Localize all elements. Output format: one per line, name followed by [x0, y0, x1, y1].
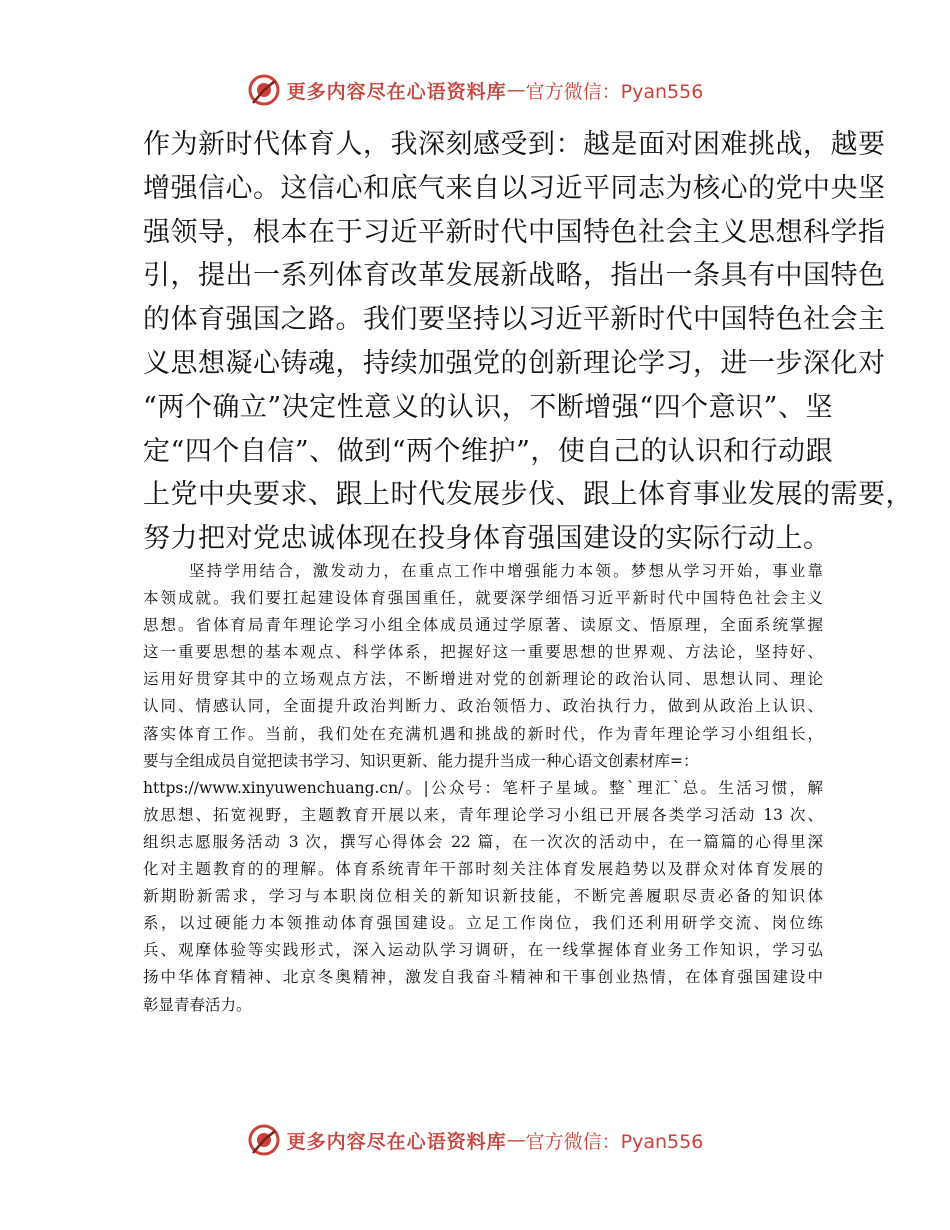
small-line: 组织志愿服务活动 3 次，撰写心得体会 22 篇，在一次次的活动中，在一篇篇的心得里深 — [143, 832, 823, 851]
small-line: 运用好贯穿其中的立场观点方法，不断增进对党的创新理论的政治认同、思想认同、理论 — [143, 670, 823, 689]
small-line: 新期盼新需求，学习与本职岗位相关的新知识新技能，不断完善履职尽责必备的知识体 — [143, 887, 823, 906]
wechat-label: 官方微信：Pyan556 — [525, 1130, 704, 1153]
small-line: 坚持学用结合，激发动力，在重点工作中增强能力本领。梦想从学习开始，事业靠 — [189, 562, 823, 580]
brand-text: 更多内容尽在心语资料库 — [286, 80, 507, 103]
small-line: 彰显青春活力。 — [143, 995, 252, 1014]
small-line: 要与全组成员自觉把读书学习、知识更新、能力提升当成一种心语文创素材库=： — [143, 751, 699, 770]
brand-text: 更多内容尽在心语资料库 — [286, 1130, 507, 1153]
small-line: 本领成就。我们要扛起建设体育强国重任，就要深学细悟习近平新时代中国特色社会主义 — [143, 589, 823, 608]
large-line: 作为新时代体育人，我深刻感受到：越是面对困难挑战，越要 — [143, 129, 886, 160]
footer-watermark — [0, 1120, 950, 1160]
small-line: 落实体育工作。当前，我们处在充满机遇和挑战的新时代，作为青年理论学习小组组长， — [143, 724, 823, 743]
small-paragraph — [143, 558, 823, 1019]
large-line: 增强信心。这信心和底气来自以习近平同志为核心的党中央坚 — [143, 172, 886, 204]
large-line: 引，提出一系列体育改革发展新战略，指出一条具有中国特色 — [143, 260, 886, 292]
brand-logo-icon — [247, 73, 281, 107]
large-line: 的体育强国之路。我们要坚持以习近平新时代中国特色社会主 — [143, 304, 886, 336]
large-line: 强领导，根本在于习近平新时代中国特色社会主义思想科学指 — [143, 216, 886, 248]
large-line: 上党中央要求、跟上时代发展步伐、跟上体育事业发展的需要， — [143, 479, 913, 511]
small-line: 兵、观摩体验等实践形式，深入运动队学习调研，在一线掌握体育业务工作知识，学习弘 — [143, 941, 823, 960]
small-line: 扬中华体育精神、北京冬奥精神，激发自我奋斗精神和干事创业热情，在体育强国建设中 — [143, 968, 823, 987]
small-line-url: https://www.xinyuwenchuang.cn/。|公众号：笔杆子星域。整`理汇`总。生活习惯，解 — [143, 778, 823, 797]
brand-dash: — — [506, 1129, 526, 1151]
small-line: 系，以过硬能力本领推动体育强国建设。立足工作岗位，我们还利用研学交流、岗位练 — [143, 914, 823, 933]
header-watermark — [0, 70, 950, 110]
large-line: 义思想凝心铸魂，持续加强党的创新理论学习，进一步深化对 — [143, 347, 886, 379]
small-line: 思想。省体育局青年理论学习小组全体成员通过学原著、读原文、悟原理，全面系统掌握 — [143, 616, 823, 635]
large-line: 努力把对党忠诚体现在投身体育强国建设的实际行动上。 — [143, 523, 831, 555]
large-line: “两个确立”决定性意义的认识，不断增强“四个意识”、坚 — [143, 391, 833, 423]
small-line: 认同、情感认同，全面提升政治判断力、政治领悟力、政治执行力，做到从政治上认识、 — [143, 697, 823, 716]
wechat-label: 官方微信：Pyan556 — [525, 80, 704, 103]
small-line: 放思想、拓宽视野，主题教育开展以来，青年理论学习小组已开展各类学习活动 13 次、 — [143, 805, 823, 824]
large-paragraph — [143, 123, 913, 561]
large-line: 定“四个自信”、做到“两个维护”，使自己的认识和行动跟 — [143, 435, 833, 467]
brand-dash: — — [506, 79, 526, 101]
small-line: 化对主题教育的的理解。体育系统青年干部时刻关注体育发展趋势以及群众对体育发展的 — [143, 860, 823, 879]
brand-logo-icon — [247, 1123, 281, 1157]
small-line: 这一重要思想的基本观点、科学体系，把握好这一重要思想的世界观、方法论，坚持好、 — [143, 643, 823, 662]
